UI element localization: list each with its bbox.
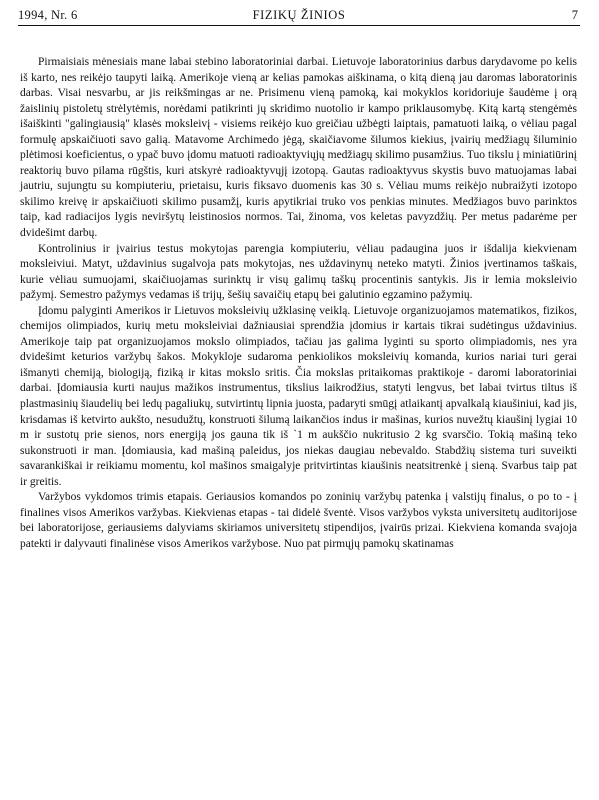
page-header <box>18 8 580 26</box>
paragraph: Kontrolinius ir įvairius testus mokytojas parengia kompiuteriu, vėliau padaugina juos ir išdalija kiekvienam moksleiviui. Matyt, uždavinius sugalvoja pats mokytojas, nes uždavinynų neteko matyti. Žinios įvertinamos taškais, kurie vėliau sumuojami, skaičiuojamas surinktų ir visų galimų taškų procentinis santykis. Jis ir lemia moksleivio pažymį. Semestro pažymys vedamas iš trijų, šešių savaičių etapų bei galutinio egzamino pažymių. <box>20 242 577 302</box>
paragraph: Įdomu palyginti Amerikos ir Lietuvos moksleivių užklasinę veiklą. Lietuvoje organizuojamos matematikos, fizikos, chemijos olimpiados, kurių metu moksleiviai dažniausiai sprendžia įdomius ir kartais tikrai sudėtingus uždavinius. Amerikoje taip pat organizuojamos mokslo olimpiados, tačiau jas galima lyginti su sporto olimpiadomis, nes yra dvidešimt keturios varžybų šakos. Mokykloje sudaroma penkiolikos moksleivių komanda, kurios nariai turi gerai išmanyti chemiją, biologiją, fiziką ir kitas mokslo sritis. Čia mokslas pritaikomas praktikoje - daromi laboratoriniai darbai. Įdomiausia kurti naujus mažikos instrumentus, tikslius laikrodžius, statyti lengvus, bet labai tvirtus tiltus iš plastmasinių šiaudelių bei ledų pagaliukų, sutvirtintų lipnia juosta, padaryti smūgį atlaikantį apvalkalą kiaušiniui, kad jis, krisdamas iš ketvirto aukšto, nesudužtų, konstruoti šilumą laikančios indus ir mašinas, kurios nuvežtų kiaušinį lygiai 10 m ir sustotų prie sienos, nors energiją jos gauna tik iš `1 m aukščio nukritusio 2 kg svarsčio. Tokią mašiną teko sukonstruoti ir man. Įdomiausia, kad mašiną paleidus, jos niekas daugiau nebevaldo. Stabdžių sistema turi suveikti savarankiškai ir reikiamu momentu, kol mašinos smaigalyje pritvirtintas kiaušinis neatsitrenkė į sieną. Svarbus taip pat ir greitis. <box>20 304 578 488</box>
paragraph: Pirmaisiais mėnesiais mane labai stebino laboratoriniai darbai. Lietuvoje laboratorinius darbus darydavome po kelis iš karto, nes reikėjo taupyti laiką. Amerikoje vieną ar kelias pamokas aiškinama, o kitą dieną jau daromas laboratorinis darbas. Visai nesvarbu, ar jis reikšmingas ar ne. Prisimenu vieną pamoką, kai mokyklos koridoriuje šaudėme į orą žaislinių pistoletų strėlytėmis, norėdami patikrinti jų skridimo nuotolio ir kampo priklausomybę. Kitą kartą stengėmės išaiškinti "galingiausią" klasės moksleivį - visiems reikėjo kuo greičiau užbėgti laiptais, pamatuoti laiką, o vėliau pagal formulę apskaičiuoti savo galią. Matavome Archimedo jėgą, skaičiavome šilumos kiekius, įvairių medžiagų šiluminio plėtimosi koeficientus, o ypač buvo įdomu matuoti radioaktyviųjų medžiagų skilimo pusamžius. Tuo tikslu į miniatiūrinį reaktorių buvo pilama rūgštis, kuri atskyrė radioaktyvųjį izotopą. Gautas radioaktyvus skystis buvo matuojamas labai jautriu, sujungtu su kompiuteriu, prietaisu, kuris fiksavo duomenis kas 30 s. Vėliau mums reikėjo nubraižyti izotopo skilimo kreivę ir apskaičiuoti skilimo pusamžį, kuris apytikriai truko vos penkias minutes. Medžiagos buvo parinktos taip, kad radiacijos lygis neviršytų leistinosios normos. Tai, žinoma, vos keletas pavyzdžių. Per metus padarėme per dvidešimt darbų. <box>20 56 577 240</box>
article-body <box>20 55 577 553</box>
header-divider <box>18 25 580 26</box>
paragraph: Varžybos vykdomos trimis etapais. Geriausios komandos po zoninių varžybų patenka į valstijų finalus, o po to - į finalines visos Amerikos varžybas. Kiekvienas etapas - tai didelė šventė. Visos varžybos vyksta universitetų auditorijose bei laboratorijose, geriausiems dalyviams skiriamos universitetų stipendijos, įvairūs prizai. Kiekviena komanda svajoja patekti ir dalyvauti finalinėse visos Amerikos varžybose. Nuo pat pirmųjų pamokų skatinamas <box>20 491 577 550</box>
journal-title: FIZIKŲ ŽINIOS <box>252 8 346 22</box>
issue-label: 1994, Nr. 6 <box>18 8 78 22</box>
page-number: 7 <box>571 8 578 22</box>
